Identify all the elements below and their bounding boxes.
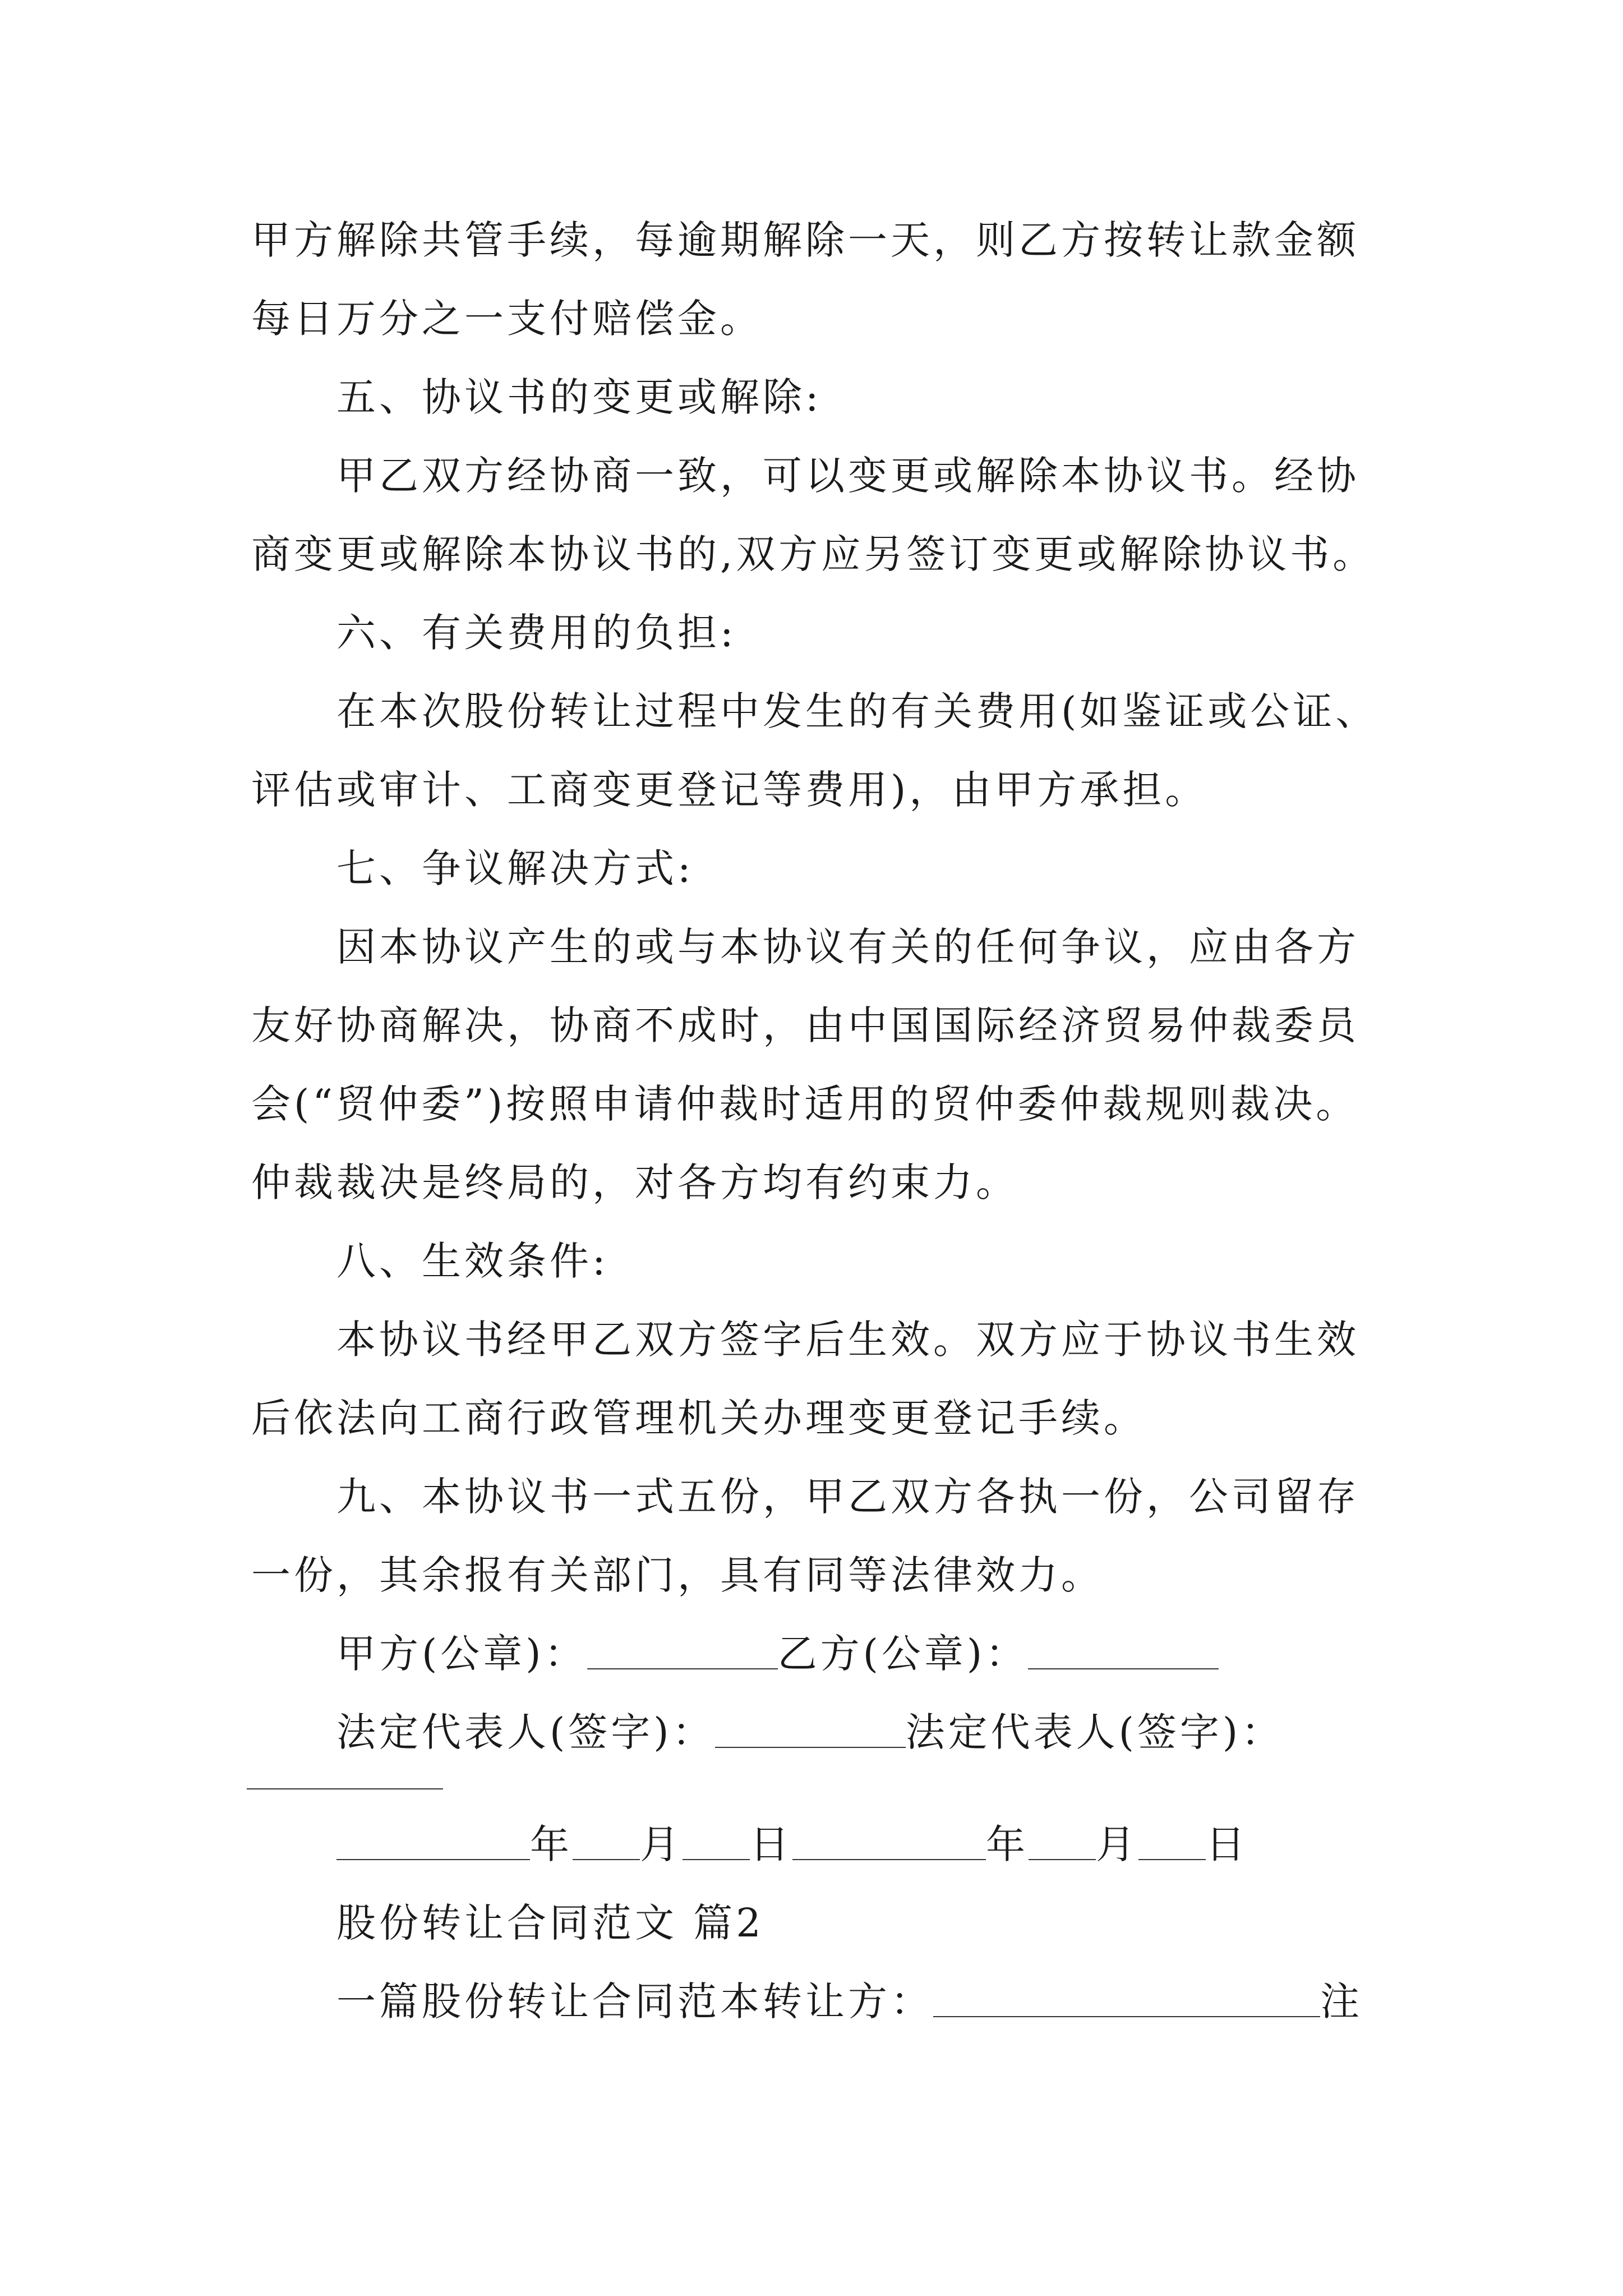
date-blank xyxy=(336,1825,530,1860)
month-label: 月 xyxy=(640,1821,683,1867)
month-label: 月 xyxy=(1096,1821,1138,1867)
date-blank xyxy=(1138,1825,1206,1860)
paragraph-line: 仲裁裁决是终局的，对各方均有约束力。 xyxy=(251,1159,1018,1205)
section-heading: 五、协议书的变更或解除: xyxy=(336,374,822,420)
intro-line xyxy=(336,1973,1363,2030)
party-b-seal-label: 乙方(公章)： xyxy=(777,1631,1029,1677)
party-a-seal-label: 甲方(公章)： xyxy=(336,1631,587,1677)
year-label: 年 xyxy=(986,1821,1029,1867)
date-blank xyxy=(792,1825,986,1860)
date-line xyxy=(336,1816,1248,1872)
paragraph-line: 友好协商解决，协商不成时，由中国国际经济贸易仲裁委员 xyxy=(251,1002,1359,1048)
transferor-label: 一篇股份转让合同范本转让方： xyxy=(336,1978,933,2024)
intro-suffix: 注 xyxy=(1320,1978,1363,2024)
section-heading: 七、争议解决方式: xyxy=(336,845,694,891)
paragraph-line: 本协议书经甲乙双方签字后生效。双方应于协议书生效 xyxy=(336,1317,1359,1363)
paragraph-line: 九、本协议书一式五份，甲乙双方各执一份，公司留存 xyxy=(336,1474,1359,1520)
paragraph-line: 后依法向工商行政管理机关办理变更登记手续。 xyxy=(251,1395,1146,1441)
paragraph-line: 会(“贸仲委”)按照申请仲裁时适用的贸仲委仲裁规则裁决。 xyxy=(251,1081,1359,1127)
date-blank xyxy=(683,1825,750,1860)
representative-line xyxy=(336,1704,1284,1760)
day-label: 日 xyxy=(1206,1821,1248,1867)
paragraph-line: 甲乙双方经协商一致，可以变更或解除本协议书。经协 xyxy=(336,453,1359,499)
rep-a-label: 法定代表人(签字)： xyxy=(336,1709,715,1755)
paragraph-line: 每日万分之一支付赔偿金。 xyxy=(251,296,763,342)
rep-a-blank xyxy=(715,1713,906,1748)
section-title: 股份转让合同范文 篇2 xyxy=(336,1900,764,1946)
paragraph-line: 在本次股份转让过程中发生的有关费用(如鉴证或公证、 xyxy=(336,688,1378,734)
date-blank xyxy=(573,1825,640,1860)
day-label: 日 xyxy=(750,1821,792,1867)
date-blank xyxy=(1029,1825,1096,1860)
year-label: 年 xyxy=(530,1821,573,1867)
section-heading: 六、有关费用的负担: xyxy=(336,610,737,656)
section-heading: 八、生效条件: xyxy=(336,1238,609,1284)
party-a-seal-blank xyxy=(587,1635,778,1669)
paragraph-line: 商变更或解除本协议书的,双方应另签订变更或解除协议书。 xyxy=(251,531,1376,577)
transferor-blank xyxy=(933,1982,1320,2017)
seal-line xyxy=(336,1626,1219,1682)
rep-b-label: 法定代表人(签字)： xyxy=(905,1709,1284,1755)
paragraph-line: 一份，其余报有关部门，具有同等法律效力。 xyxy=(251,1552,1104,1598)
paragraph-line: 因本协议产生的或与本协议有关的任何争议，应由各方 xyxy=(336,924,1359,970)
rep-b-signature-rule xyxy=(247,1788,443,1789)
party-b-seal-blank xyxy=(1028,1635,1219,1669)
paragraph-line: 评估或审计、工商变更登记等费用)，由甲方承担。 xyxy=(251,767,1208,813)
paragraph-line: 甲方解除共管手续，每逾期解除一天，则乙方按转让款金额 xyxy=(251,217,1359,263)
